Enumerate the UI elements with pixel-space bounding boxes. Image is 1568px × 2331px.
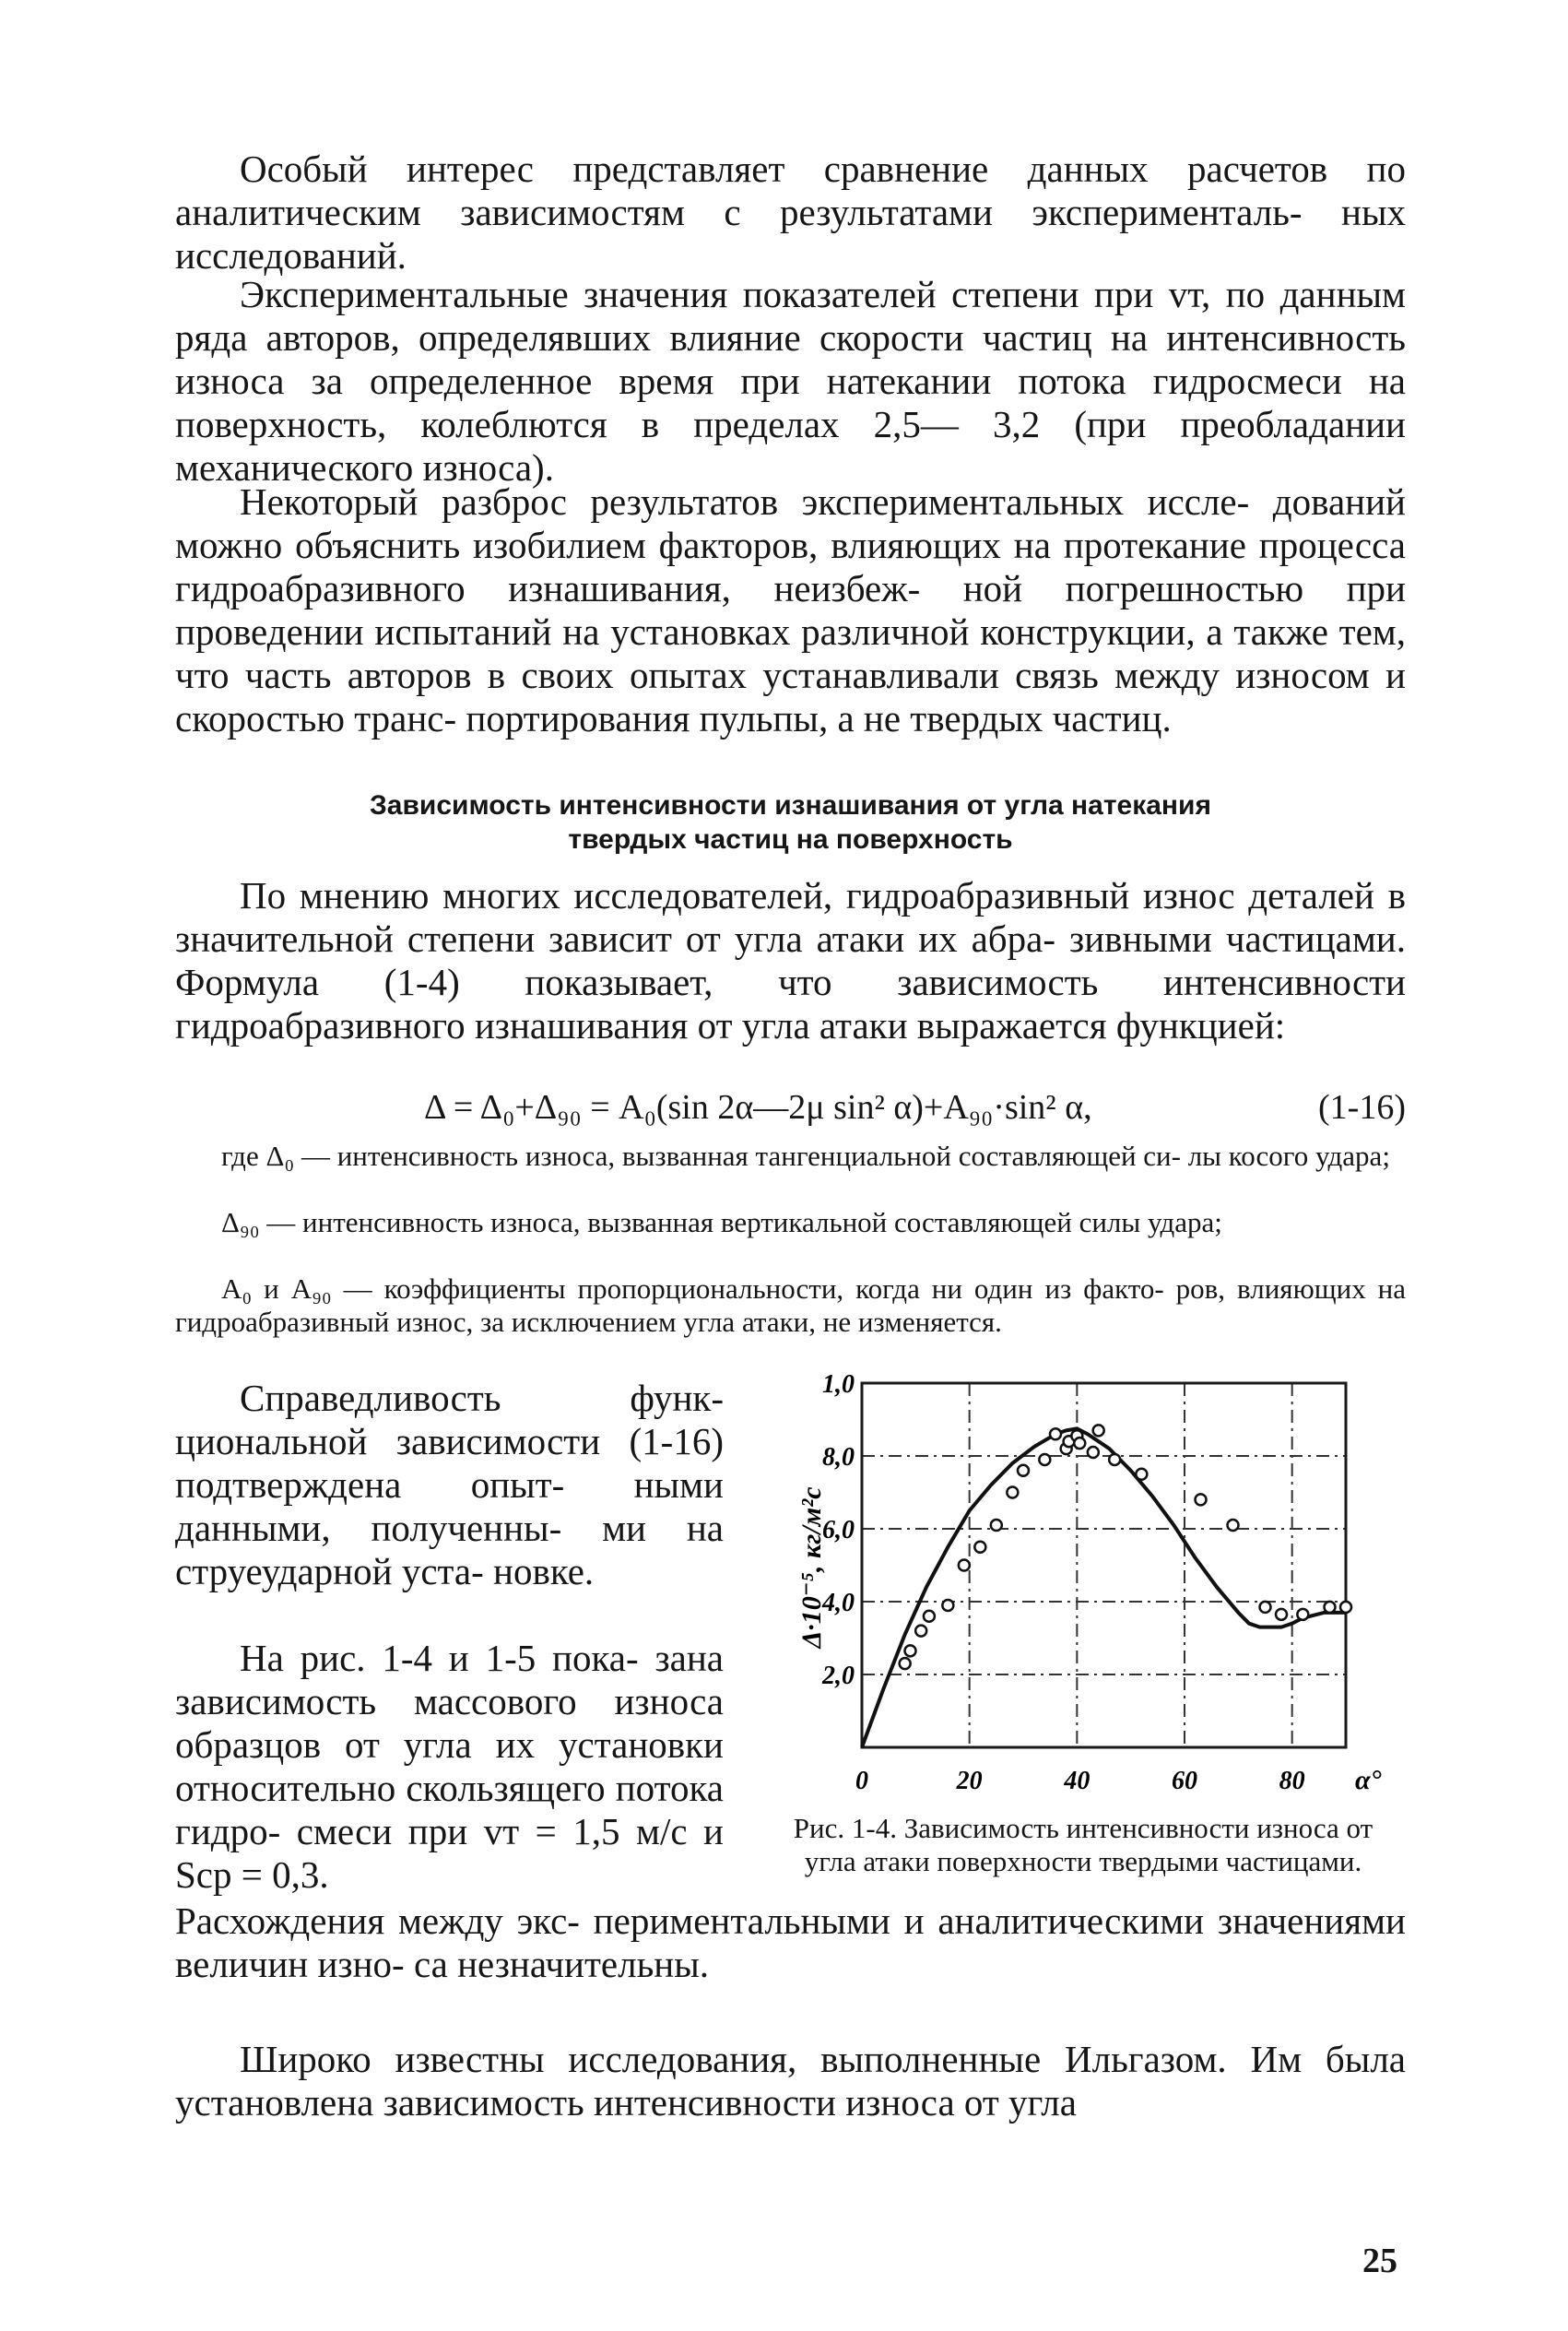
data-point [1007,1487,1018,1498]
paragraph-5: Расхождения между экс- периментальными и аналитическими значениями величин изно- са незначительны. [175,1899,1406,1985]
series-curve [862,1428,1346,1747]
data-point [1340,1602,1351,1613]
data-point [900,1658,911,1669]
definition-delta0: где Δ₀ — интенсивность износа, вызванная тангенциальной составляющей си- лы косого удара; [221,1140,1390,1172]
data-point [974,1542,985,1553]
data-point [942,1600,953,1611]
section-heading-line-2: твердых частиц на поверхность [568,824,1013,855]
paragraph-3: Некоторый разброс результатов экспериментальных иссле- дований можно объяснить изобилием факторов, влияющих на протекание процесса гидроабразивного изнашивания, неизбеж- ной погрешностью при проведении испытаний на установках различной конструкции, а также тем, что часть авторов в своих опытах устанавливали связь между износом и скоростью транс- портирования пульпы, а не твердых частиц. [175,480,1406,740]
y-tick-label: 1,0 [822,1374,855,1399]
column-paragraph-2: На рис. 1-4 и 1-5 пока- зана зависимость массового износа образцов от угла их установки относительно скользящего потока гидро- смеси при vт = 1,5 м/с и Sср = 0,3. [175,1637,724,1896]
figure-caption: Рис. 1-4. Зависимость интенсивности износа от угла атаки поверхности твердыми частицами. [793,1812,1373,1877]
chart-grid [862,1383,1346,1747]
section-heading-line-1: Зависимость интенсивности изнашивания от угла натекания [369,790,1211,821]
data-point [1136,1469,1147,1480]
data-point [1088,1447,1099,1458]
data-point [1228,1520,1239,1531]
paragraph-4: По мнению многих исследователей, гидроабразивный износ деталей в значительной степени зависит от угла атаки их абра- зивными частицами. Формула (1-4) показывает, что зависимость интенсивности гидроабразивного изнашивания от угла атаки выражается функцией: [175,874,1406,1047]
data-point [1074,1438,1085,1449]
data-point [1093,1425,1104,1436]
x-tick-label: 80 [1279,1767,1305,1795]
data-point [1050,1428,1061,1439]
figure-1-4-chart [774,1374,1401,1807]
y-axis-label: Δ·10⁻⁵, кг/м²с [796,1486,827,1649]
data-point [924,1611,935,1622]
data-point [905,1645,916,1656]
formula-number: (1-16) [1318,1088,1406,1127]
x-tick-label: 20 [956,1767,983,1795]
plot-frame [862,1383,1346,1747]
y-tick-label: 2,0 [822,1662,855,1690]
data-point [959,1560,970,1571]
data-point [1260,1602,1271,1613]
data-point [1196,1494,1207,1505]
formula-expression: Δ = Δ₀+Δ₉₀ = A₀(sin 2α—2μ sin² α)+A₉₀·sin² α, [424,1088,1092,1127]
data-point [991,1520,1002,1531]
data-point [1325,1602,1336,1613]
x-tick-labels [855,1767,1305,1795]
data-point [1297,1609,1308,1620]
x-axis-label: α° [1355,1765,1382,1795]
y-tick-label: 6,0 [822,1516,855,1544]
x-tick-label: 40 [1064,1767,1091,1795]
data-point [1276,1609,1287,1620]
definition-delta90: Δ₉₀ — интенсивность износа, вызванная вертикальной составляющей силы удара; [221,1206,1222,1238]
paragraph-6: Широко известны исследования, выполненные Ильгазом. Им была установлена зависимость интенсивности износа от угла [175,2038,1406,2124]
y-tick-label: 4,0 [822,1589,855,1617]
x-tick-label: 0 [855,1767,868,1795]
data-points [900,1425,1351,1669]
data-point [915,1626,926,1637]
y-tick-label: 8,0 [822,1443,855,1472]
paragraph-1: Особый интерес представляет сравнение данных расчетов по аналитическим зависимостям с результатами эксперименталь- ных исследований. [175,148,1406,277]
section-heading [175,788,1406,857]
paragraph-2: Экспериментальные значения показателей степени при vт, по данным ряда авторов, определявших влияние скорости частиц на интенсивность износа за определенное время при натекании потока гидросмеси на поверхность, колеблются в пределах 2,5— 3,2 (при преобладании механического износа). [175,273,1406,489]
data-point [1109,1454,1120,1465]
data-point [1039,1454,1050,1465]
data-point [1018,1465,1029,1476]
column-paragraph-1: Справедливость функ- циональной зависимости (1-16) подтверждена опыт- ными данными, полученны- ми на струеударной уста- новке. [175,1377,724,1592]
x-tick-label: 60 [1172,1767,1197,1795]
page-number: 25 [1362,2242,1397,2280]
definition-coefficients: A₀ и A₉₀ — коэффициенты пропорциональности, когда ни один из факто- ров, влияющих на гидроабразивный износ, за исключением угла атаки, не изменяется. [175,1272,1406,1338]
